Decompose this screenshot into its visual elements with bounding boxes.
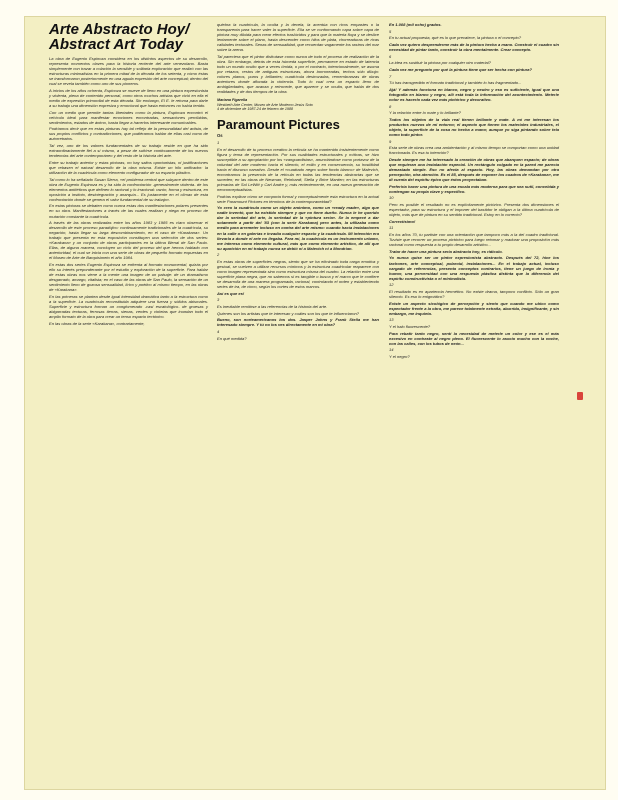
column-1 (49, 22, 208, 327)
paragraph: La idea es sustituir la pintura por cualquier otro material? (389, 60, 491, 66)
title-line-2: Abstract Art Today (49, 36, 183, 53)
paragraph: Yo creo la cuadrícula como un objeto anónimo, como un «ready made», algo que nadie inventó, que ha existido siempre y que no tiene dueño. Nunca le he querido dar la seriedad del arte, la seriedad de la «pintura seria». Se la empecé a dar solamente a partir del '83 (con la serie Karakana) pero antes, la utilizaba como medio para arremeter incluso en contra del arte mismo: cuando hacía instalaciones en la calle o en galerías e invadía cualquier espacio y la cuadrícula. Mi intención era llevarla a donde el arte no llegaba. Para mí, la cuadrícula es un instrumento urbano, me interesa como elemento cultural, más que como elemento artístico, de allí que su aparición en mi trabajo nunca se debió ni a Malevich ni a Mondrian. (217, 205, 379, 251)
paragraph: 10 (389, 195, 394, 201)
paragraph: Es inevitable remitirse a las referencias de la historia del arte. (217, 304, 328, 310)
paragraph: 11 (389, 225, 394, 231)
column-3-body (389, 22, 559, 359)
paragraph: Entre su trabajo anterior y estas pinturas, no hay saltos oportunistas, ni justificaciones que rebasen el natural desarrollo de la obra misma. Existe un hilo unificador: la utilización de la cuadrícula como elemento configurador de su espacio plástico. (49, 159, 208, 175)
author-credit (217, 98, 379, 112)
paragraph: En estas dos series Eugenio Espinoza se enfrenta al formato monumental, quizás por ello su interés preponderante por el estudio y exploración de la superficie. Para hablar de estas obras nos viene a la mente una imagen de un paisaje: de un dramatismo desgarrado, amargo, vitalista; en el caso de las obras de San Paulo, la sensación de un sentimiento lleno de gozosa sensualidad, lírico y poético al mismo tiempo, en las obras de «Karakana». (49, 262, 208, 293)
paragraph: En las primeras se plantea desde igual intensidad dramática tanto a la estructura como a la superficie. La cuadrícula reconstituida adquiere una fuerza y sólidos abismales. Superficie y estructura forman un conglomerado -casi escatológico- de gruesas y abigarradas texturas, ferrosas tierras, sienas, verdes y violetas que inundan todo el amplio formato de la obra para crear un tenso espacio tectónico. (49, 294, 208, 320)
paragraph: Tal vez, uno de los valores fundamentales de su trabajo reside en que ha sido extraordinariamente fiel a sí mismo, a pesar de sufrirse continuamente de los nuevos tendencias del arte contemporáneo y del resto de la historia del arte. (49, 143, 208, 159)
paragraph: Tal como lo ha señalado Susan Sierra, «el problema central que subyace dentro de este obra de Eugenio Espinoza es y ha sido la confrontación -generalmente violenta- de los elementos antitéticos que definen lo racional y lo irracional: razón, forma y estructura, en oposición a instinto, desintegración y anarquía... Es justamente en el clímax de esta confrontación donde se genera el valor fundamental de su trabajo». (49, 176, 208, 202)
paragraph: 7 (389, 73, 392, 79)
paragraph: Desde siempre me ha interesado la creación de obras que abarquen espacio; de obras que requieran una instalación especial. Un rectángulo colgado en la pared me parecía demasiado simple. Eso no afecta al espacio. Hoy, las obras demandan por otra percepción, otra atención. Es el 85, después de exponer los cuadros de «Karakana», me di cuenta del espíritu épico que éstos proyectaban. (389, 156, 559, 183)
paragraph: En los años 70, tu partiste con una orientación que tampoco más a la del cuadro tradicional. Tuviste que recorrer un proceso pictórico para luego retomar y madurar una proposición más racional como respuesta a tu propio desarrollo artístico... (389, 232, 559, 248)
column-1-body (49, 56, 208, 326)
paragraph: Quienes son los artistas que te interesan y cuáles son los que te influenciaron? (217, 310, 359, 316)
paragraph: 1 (217, 139, 220, 145)
paragraph: Ajá! Y además funciona en blanco, negro y neutro y eso es suficiente, igual que una fotografía en blanco y negro, allí está toda la información del acontecimiento. Meterle color es hacerlo cada vez más pictórico y decorativo. (389, 86, 559, 102)
paragraph: Tú has transgredido el formato tradicional y también lo has fragmentado... (389, 80, 522, 86)
paragraph: 12 (389, 282, 394, 288)
paragraph: Tratar de hacer una pintura seria abstracta hoy, es ridículo. (389, 248, 503, 254)
paragraph: En qué medida? (217, 335, 247, 341)
paragraph: Yo nunca quise ser un pintor expresionista abstracto. Después del 72, hice los tachones, arte conceptual, polaroid, instalaciones... En el trabajo actual, incluso cargado de referencias, presenta conceptos contrarios, tiene un juego de ironía y humor, una perversidad con una respuesta plástica distinta que la diferencia del espíritu constructivista o el minimalista. (389, 255, 559, 281)
paragraph: Cada vez quiero desprenderme más de la pintura hecha a mano. Construir el cuadro sin necesidad de pintar tanto, construir la obra mentalmente. Crear concepto. (389, 41, 559, 52)
interview-body (217, 140, 379, 341)
paragraph: Todos los objetos de la vida real tienen brillante y mate. A mí me interesan los productos nuevos de mi entorno; el aspecto que tienen los materiales industriales, el objeto, la superficie de la cosa no hecha a mano; aunque yo siga pintando sobre tela como todo pintor. (389, 116, 559, 137)
paragraph: Esta serie de obras crea una ambientación y al mismo tiempo se comportan como una unidad fraccionada. Es esa tu intención? (389, 145, 559, 156)
credit-line-1: Westbeth Arte Center, Museo de Arte Moderno Jesús Soto (217, 102, 313, 107)
paragraph: Tal pareciera que el pintor disfrutase como nunca de todo el proceso de realización de la obra. Sin embargo, detrás de esta húmeda superficie, permanece en estado de latencia todo un mundo oculto que a veces tímida, o por el contrario, intencionalmente, se asoma por retazos, restos de antiguas estructuras, ahora borroneadas, techos sólo dibujo: colores planos, puros y brillantes; cuadrícula destrozadas, remembranzas de obras anteriores donde aflorada la violencia. Todo lo cual crea un espacio lleno de ambigüedades, que avanza y retrocede, que aparece y se oculta, que habla de dos realidades y de dos tiempos de la obra. (217, 53, 379, 95)
paragraph: A través de las obras realizadas entre los años 1983 y 1985 es claro observar el desarrollo de este proceso paradójico: continuamente tradicionales de la cuadrícula, su negación, hasta llegar su larga descombinamiento, en el caso de «Karakana». Un trabajo que presenta en esta exposición constituyen una selección de dos series: «Karakana» y un conjunto de obras participantes en la última Bienal de San Paulo. Ellas, de alguna manera, concluyen un ciclo del proceso del que hemos hablado con anterioridad, el cual se inicia con una serie de obras de pequeño formato expuestas en el Museo de Arte de Barquisimeto el año 1984. (49, 220, 208, 261)
paragraph: En tu actual propuesta, qué es lo que prevalece, la pintura o el concepto? (389, 35, 522, 41)
paragraph: A inicios de los años ochenta, Espinoza se mueve de lleno en una pintura expresionista y violenta, plena de contenido personal, como otros muchos artistas que vivió en ella el medio de expresión primordial de esta década. Sin embargo, El E. le retoma para darle a su trabajo una dimensión expresiva y emocional que hasta entonces no había tenido. (49, 87, 208, 109)
paragraph: Podríamos decir que en estas pinturas hay tal reflejo de la personalidad del artista, de sus propios conflictos y contradicciones, que pudiéramos hablar de ellas casi como de autorretratos. (49, 126, 208, 142)
author-name: Mariana Figarella (217, 98, 248, 103)
paragraph: 2 (217, 252, 220, 258)
paragraph: 8 (389, 103, 392, 109)
credit-line-2: 4 de diciembre de 1987-24 de febrero de 1988 (217, 107, 294, 112)
paragraph: quiebra la cuadrícula, la oculta y la devela, la acentúa con ricos empastes o la transparenta para hacer valer la superficie. Ella se ve conformando capa sobre capa de pintura muy diluida para crear efectos traslúcidos y para que la materia fluya y se deslice lentamente sobre el plano, hasta descender como hilos de plata, chorreaduras de ricas calidades texturales. Senas de sensualidad, que recuerdan vagamente los rastros del mar sobre la arena. (217, 22, 379, 53)
paragraph: En 1.008 (mil ocho) grados. (389, 22, 442, 27)
paragraph: Y la relación entre lo mate y lo brillante? (389, 110, 461, 116)
paragraph: Cada vez me pregunto por qué la pintura tiene que ser hecha con pintura? (389, 66, 533, 72)
paragraph: Bueno, son norteamericanos los dos. Jasper Johns y Frank Stella me han interesado siempre. Y tú no los ves directamente en mi obra? (217, 317, 379, 328)
paragraph: En estas obras de superficies negras, siento que se ha eliminado toda carga emotiva y gestual, se vuelven a utilizar recursos mínimos y la estructura cuadricular reaparece con como imagen representada sino como estructura misma del cuadro. La relación entre una superficie plana negra, que no sabemos si es tangible o busca y el marco que le confiere se desarrolla de una manera programada, racional, controlando el orden y estableciendo series de tra, de cinco, según los cortes de estos marcos. (217, 258, 379, 290)
paragraph: Y el halo fluorescente? (389, 324, 431, 330)
section-title: Paramount Pictures (217, 116, 340, 132)
paragraph: Pero es posible el resultado no es explícitamente pictórico. Presenta dos dimensiones el espectador, para su estructura y el imponer del bastidor le obligan a la última cuadrícula de objeto, más que de pintura en su sentido tradicional. Estoy en lo correcto? (389, 202, 559, 218)
title-line-1: Arte Abstracto Hoy/ (49, 21, 190, 38)
publisher-mark-icon (577, 392, 583, 400)
paragraph: Para rebatir tanto negro, sentí la necesidad de meterle un color y ese es el más excesivo en contraste al negro pleno. El fluorescente lo asocio mucho con la noche, con las calles, con los tubos de neón... (389, 330, 559, 346)
article-title (49, 22, 208, 52)
paragraph: 9 (389, 138, 392, 144)
paragraph: 13 (389, 317, 394, 323)
column-2-body-top (217, 22, 379, 94)
paragraph: 3 (217, 297, 220, 303)
paragraph: La obra de Eugenio Espinoza considera en los distintos aspectos de su desarrollo, representa momentos claves para la historia reciente del arte venezolano. Basta simplemente con trazar a colación la sensible y solitaria exploración que realizó con las estructuras minimalistas en la primera mitad de la década de los setenta, y cómo éstas se transformaron posteriormente en una aguda expresión del arte conceptual; dentro del cual se revela también como uno de sus pioneros. (49, 56, 208, 87)
column-2 (217, 22, 379, 342)
paragraph: 5 (389, 28, 392, 34)
paragraph: Podrías explicar cómo se comporta formal y conceptualmente esta estructura en la actual serie Paramount Pictures en términos de la contemporaneidad? (217, 193, 379, 204)
paragraph: Existe un aspecto sicológico de percepción y siento que cuando me ubico como espectador frente a la obra, me parece totalmente extraña, aburrida, insignificante, y sin embargo, me inquieta. (389, 300, 559, 316)
paragraph: Así es que es! (217, 290, 245, 296)
paragraph: 14 (389, 347, 394, 353)
paragraph: El resultado es en apariencia hermético. No existe drama, tampoco conflicto. Sólo un gran silencio. Es eso lo enigmático? (389, 288, 559, 299)
paragraph: Preferiría hacer una pintura de una escala más moderna para que sea sutil, concebida y contengan su propia clave y específico. (389, 183, 559, 194)
paragraph: Y el negro? (389, 354, 410, 360)
paragraph: Con un medio que permite tantas libertades como la pintura, Espinoza encontró el vehículo ideal para manifestar emociones encontradas, sensaciones percibidas, sentimientos, estados de ánimo, hasta llegar a hacerlos interesante comunicables. (49, 109, 208, 125)
paragraph: En el desarrollo de tu proceso creativo la retícula se ha mantenido insistentemente como figura y tema de representación. Por sus cualidades estructurales y míticas, se hizo susceptible a su apropiación por los «vanguardistas», anunciándose como portavoz de la voluntad del arte moderno hacia el silencio, el exilio y en consecuencia, su hostilidad hacia el discurso narrativo. Desde el «cuadrado negro sobre fondo blanco» de Malevich, encontramos la presencia de la retícula en todas las tendencias abstractas que se suceden; en las obras de Newman, Reinhardt, Stella y Brice Marden; en las estructuras primarias de Sol LeWitt y Carl Andre y, más recientemente, en una nueva generación de neoconceptualistas. (217, 146, 379, 192)
column-3 (389, 22, 559, 361)
paragraph: Correctísimo! (389, 218, 416, 224)
paragraph: 6 (389, 53, 392, 59)
paragraph: 4 (217, 329, 220, 335)
paragraph: En estas pinturas se debaten como nunca estas dos manifestaciones polares presentes en su obra. Manifestaciones a través de las cuales realizan y niega en proceso de mutación constante la cuadrícula. (49, 203, 208, 219)
section-subtitle: Os (217, 132, 223, 138)
paragraph: En las obras de la serie «Karakana», contrariamente, (49, 320, 145, 326)
